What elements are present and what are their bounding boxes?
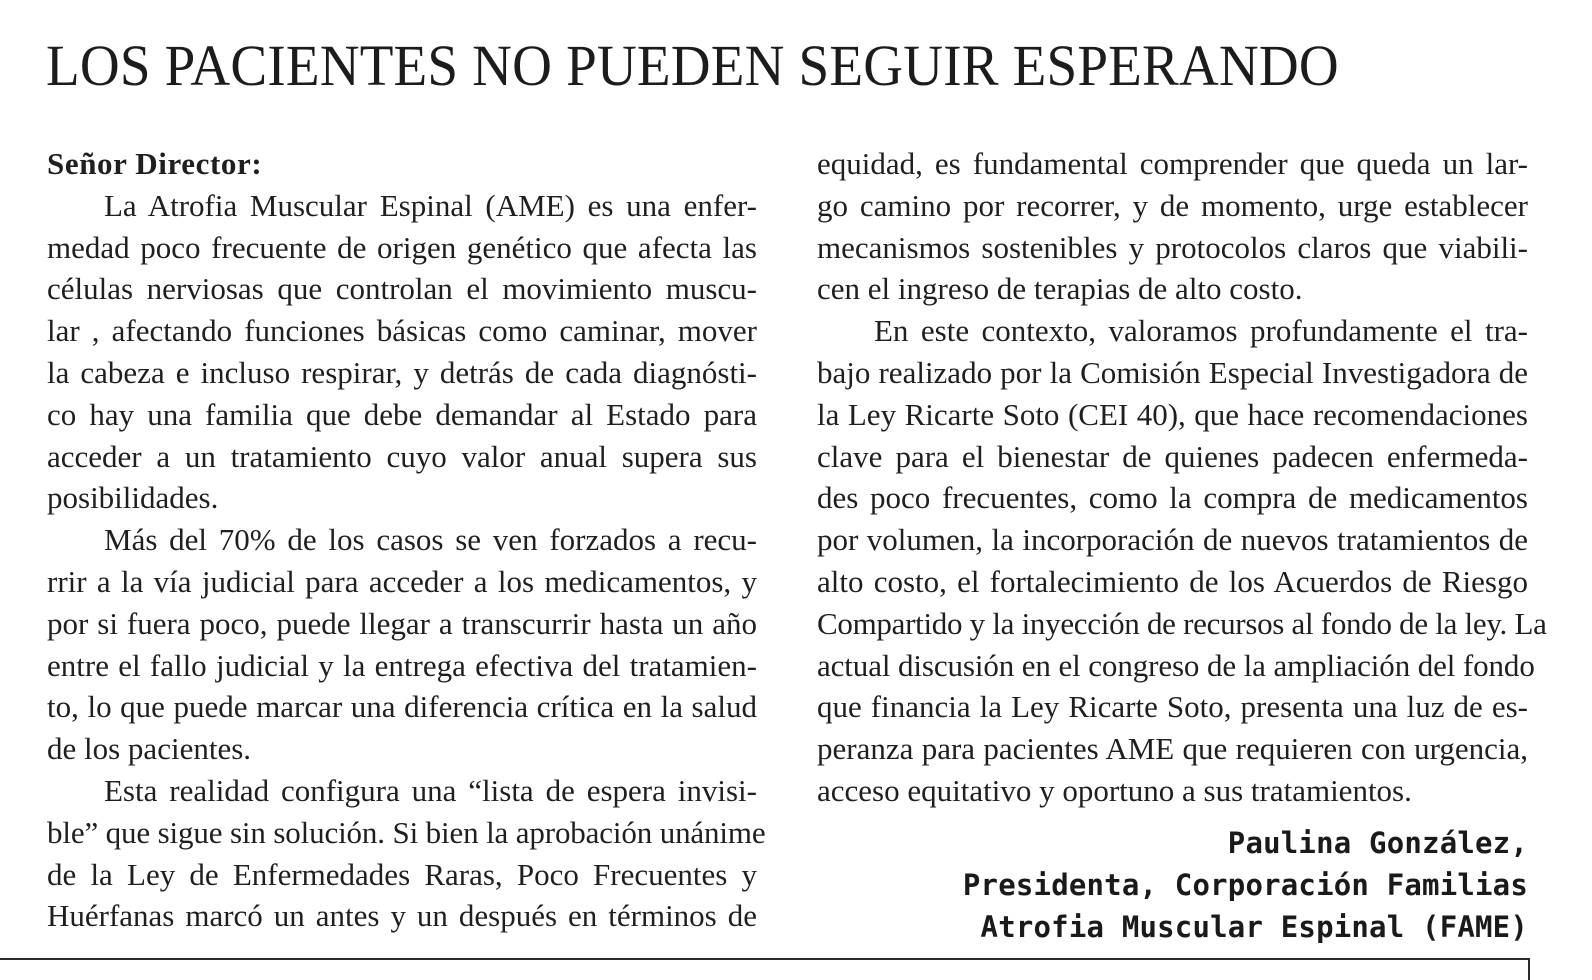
text-line: actual discusión en el congreso de la ampliación del fondo (817, 647, 1535, 683)
text-line: la Ley Ricarte Soto (CEI 40), que hace recomendaciones (817, 396, 1528, 432)
text-line: La Atrofia Muscular Espinal (AME) es una enfer- (104, 187, 757, 223)
bottom-rule-corner (1528, 958, 1530, 980)
signature-organization: Atrofia Muscular Espinal (FAME) (980, 909, 1528, 944)
signature-title: Presidenta, Corporación Familias (962, 867, 1528, 902)
headline: LOS PACIENTES NO PUEDEN SEGUIR ESPERANDO (46, 33, 1339, 98)
text-line: Esta realidad configura una “lista de espera invisi- (104, 772, 757, 808)
text-line: des poco frecuentes, como la compra de medicamentos (817, 480, 1528, 516)
signature-block (817, 822, 1528, 948)
text-line: ble” que sigue sin solución. Si bien la aprobación unánime (47, 814, 766, 850)
text-line: de la Ley de Enfermedades Raras, Poco Frecuentes y (47, 856, 757, 892)
bottom-rule (0, 958, 1530, 960)
text-line: entre el fallo judicial y la entrega efectiva del tratamien- (47, 647, 757, 683)
left-column (47, 143, 766, 937)
text-line: Huérfanas marcó un antes y un después en términos de (47, 898, 757, 934)
text-line: Compartido y la inyección de recursos al fondo de la ley. La (817, 605, 1547, 641)
text-line: En este contexto, valoramos profundamente el tra- (874, 313, 1528, 349)
text-line: lar , afectando funciones básicas como caminar, mover (47, 313, 757, 349)
text-line: acceder a un tratamiento cuyo valor anual supera sus (47, 438, 757, 474)
text-line: peranza para pacientes AME que requieren con urgencia, (817, 731, 1528, 767)
text-line: posibilidades. (47, 480, 219, 516)
text-line: células nerviosas que controlan el movimiento muscu- (47, 271, 757, 307)
text-line: cen el ingreso de terapias de alto costo. (817, 271, 1303, 307)
right-column (817, 143, 1547, 948)
text-line: por volumen, la incorporación de nuevos tratamientos de (817, 522, 1528, 558)
text-line: rrir a la vía judicial para acceder a los medicamentos, y (47, 563, 757, 599)
text-line: co hay una familia que debe demandar al Estado para (47, 396, 757, 432)
text-line: de los pacientes. (47, 731, 252, 767)
text-line: que financia la Ley Ricarte Soto, presenta una luz de es- (817, 689, 1528, 725)
text-line: acceso equitativo y oportuno a sus tratamientos. (817, 772, 1412, 808)
text-line: clave para el bienestar de quienes padecen enfermeda- (817, 438, 1528, 474)
left-column-body (47, 185, 766, 937)
salutation: Señor Director: (47, 146, 263, 181)
text-line: Más del 70% de los casos se ven forzados a recu- (104, 522, 757, 558)
right-column-body (817, 143, 1547, 812)
text-line: go camino por recorrer, y de momento, urge establecer (817, 187, 1528, 223)
text-line: la cabeza e incluso respirar, y detrás de cada diagnósti- (47, 354, 757, 390)
text-line: por si fuera poco, puede llegar a transcurrir hasta un año (47, 605, 757, 641)
text-line: equidad, es fundamental comprender que queda un lar- (817, 146, 1528, 181)
text-line: mecanismos sostenibles y protocolos claros que viabili- (817, 229, 1528, 265)
text-line: to, lo que puede marcar una diferencia crítica en la salud (47, 689, 757, 725)
text-line: medad poco frecuente de origen genético que afecta las (47, 229, 757, 265)
text-line: alto costo, el fortalecimiento de los Acuerdos de Riesgo (817, 563, 1528, 599)
signature-name: Paulina González, (1227, 825, 1528, 860)
text-line: bajo realizado por la Comisión Especial Investigadora de (817, 354, 1528, 390)
